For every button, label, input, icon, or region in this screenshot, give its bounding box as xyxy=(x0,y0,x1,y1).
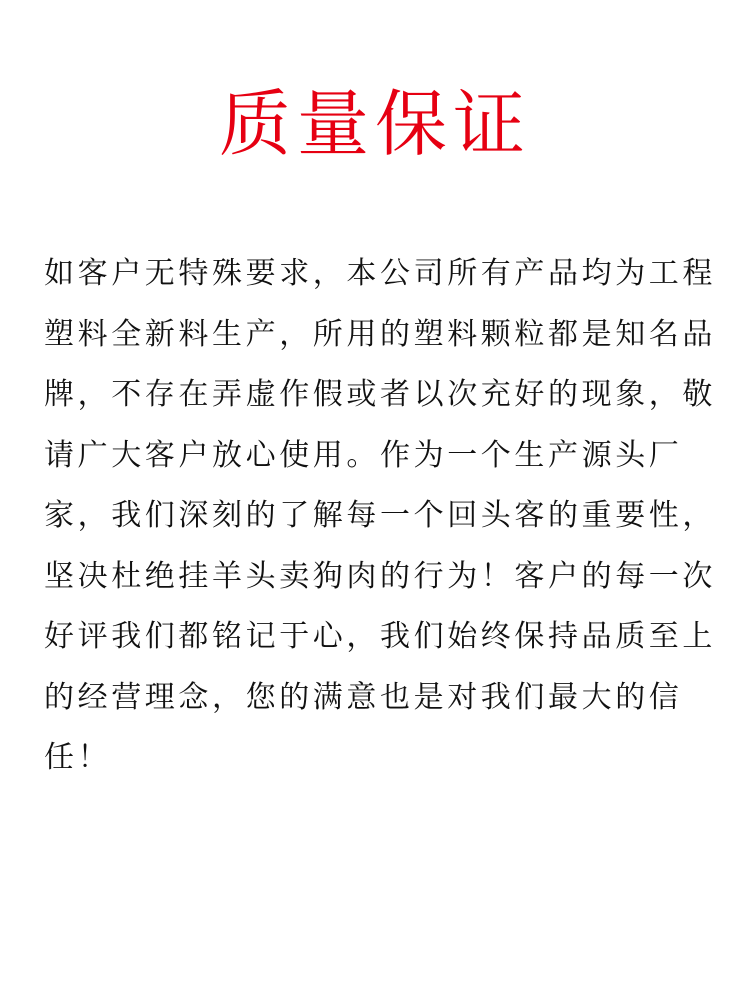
guarantee-paragraph: 如客户无特殊要求，本公司所有产品均为工程塑料全新料生产，所用的塑料颗粒都是知名品牌，不存在弄虚作假或者以次充好的现象，敬请广大客户放心使用。作为一个生产源头厂家，我们深刻的了解每一个回头客的重要性，坚决杜绝挂羊头卖狗肉的行为！客户的每一次好评我们都铭记于心，我们始终保持品质至上的经营理念，您的满意也是对我们最大的信任！ xyxy=(44,256,716,775)
page-title: 质量保证 xyxy=(218,82,531,166)
